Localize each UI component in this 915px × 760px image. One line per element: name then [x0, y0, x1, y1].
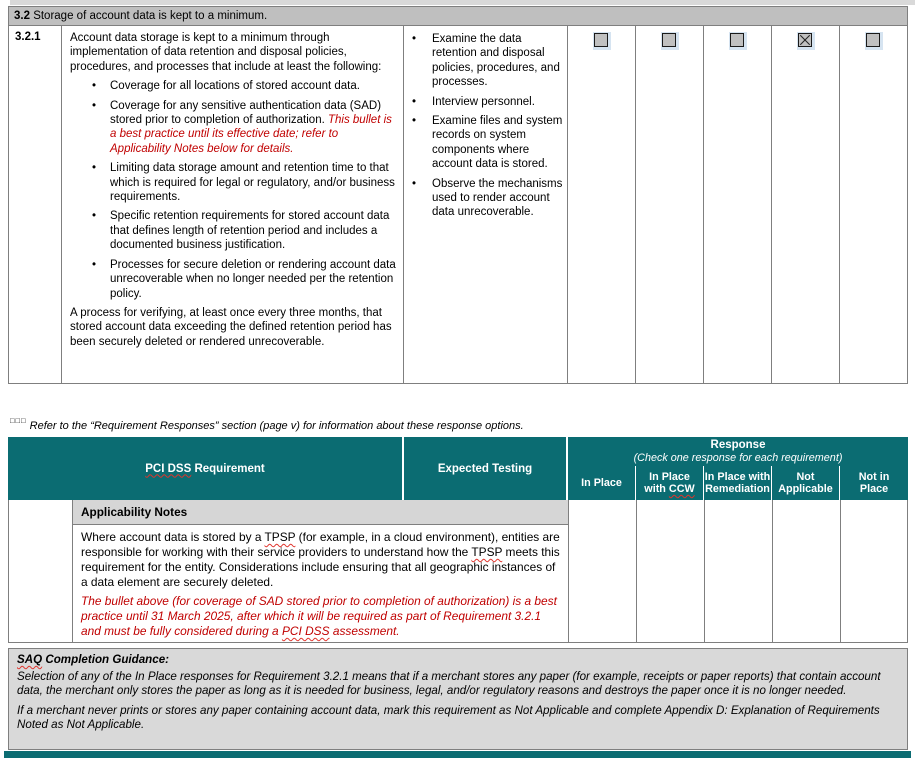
response-cell-not-applicable: [772, 26, 840, 383]
checkbox-field-shading: [661, 32, 679, 50]
bullet-item: [70, 79, 397, 93]
requirement-id: 3.2.1: [9, 26, 62, 383]
column-header-pci-dss-requirement: [8, 437, 404, 500]
table-header-row: [8, 437, 908, 500]
bullet-marker-icon: [412, 177, 432, 220]
option-header-in-place: In Place: [568, 466, 636, 500]
checkbox-in-place[interactable]: [594, 33, 608, 47]
section-header-bar: [9, 7, 907, 26]
bullet-marker-icon: [412, 114, 432, 172]
bullet-marker-icon: [412, 95, 432, 109]
checkbox-field-shading: [797, 32, 815, 50]
bullet-marker-icon: [92, 79, 110, 93]
empty-id-cell: [9, 500, 73, 643]
requirement-table: [8, 6, 908, 384]
response-title: Response: [710, 439, 766, 451]
saq-guidance-paragraph-1: Selection of any of the In Place responses for Requirement 3.2.1 means that if a merchant stores any paper (for example, receipts or paper reports) that contain account data, the merchant only stores the paper as long as it is needed for business, legal, and/or regulatory reasons and destroys the paper once it is no longer needed.: [17, 669, 881, 698]
applicability-paragraph: Where account data is stored by a TPSP (for example, in a cloud environment), entities are responsible for working with their service providers to understand how the TPSP meets this requirement for the entity. Considerations include ensuring that all geographic instances of a data element are securely deleted.: [81, 530, 560, 589]
bullet-item: [70, 209, 397, 252]
response-subtitle: (Check one response for each requirement): [633, 452, 843, 464]
requirement-description: [62, 26, 404, 383]
applicability-red-paragraph: The bullet above (for coverage of SAD stored prior to completion of authorization) is a best practice until 31 March 2025, after which it will be required as part of Requirement 3.2.1 and must be fully considered during a PCI DSS assessment.: [81, 594, 557, 638]
empty-response-cell-not-applicable: [773, 500, 841, 643]
empty-response-cell-in-place-with-remediation: [705, 500, 773, 643]
option-header-not-applicable: Not Applicable: [772, 466, 840, 500]
saq-completion-guidance: [8, 648, 908, 750]
section-title: Storage of account data is kept to a minimum.: [30, 10, 268, 22]
bullet-marker-icon: [92, 209, 110, 252]
bullet-item: [70, 161, 397, 204]
response-cell-not-in-place: [840, 26, 907, 383]
requirement-intro: Account data storage is kept to a minimum through implementation of data retention and disposal policies, procedures, and processes that include at least the following:: [70, 32, 382, 73]
applicability-notes-cell: [73, 500, 569, 643]
page-footer-bar: [4, 751, 911, 758]
bullet-item: [70, 258, 397, 301]
testing-item: [408, 114, 563, 172]
applicability-notes-body: [73, 525, 568, 639]
testing-text: Interview personnel.: [432, 95, 535, 108]
footnote-squares-icon: □□□: [10, 416, 27, 425]
requirement-row: [9, 26, 907, 383]
empty-response-cell-in-place-with-ccw: [637, 500, 705, 643]
footnote-text: Refer to the “Requirement Responses” section (page v) for information about these response options.: [29, 420, 524, 432]
saq-guidance-paragraph-2: If a merchant never prints or stores any paper containing account data, mark this requirement as Not Applicable and complete Appendix D: Explanation of Requirements Noted as Not Applicable.: [17, 703, 880, 732]
requirement-bullet-list: [70, 79, 397, 301]
response-cell-in-place-with-remediation: [704, 26, 772, 383]
response-options-footnote: [10, 416, 890, 432]
checkbox-in-place-with-remediation[interactable]: [730, 33, 744, 47]
testing-item: [408, 95, 563, 109]
response-group-title: [568, 437, 908, 466]
response-option-headers: [568, 466, 908, 500]
bullet-marker-icon: [92, 258, 110, 301]
applicability-notes-title: Applicability Notes: [73, 500, 568, 525]
bullet-text: Limiting data storage amount and retention time to that which is required for legal or regulatory, and/or business requirements.: [110, 162, 395, 204]
header-text: Requirement: [191, 462, 265, 475]
column-header-expected-testing: Expected Testing: [404, 437, 568, 500]
expected-testing-cell: [404, 26, 568, 383]
header-wavy-text: PCI DSS: [145, 462, 192, 475]
testing-item: [408, 177, 563, 220]
option-header-in-place-with-remediation: In Place with Remediation: [704, 466, 772, 500]
checkbox-not-applicable[interactable]: [798, 33, 812, 47]
column-header-response-group: [568, 437, 908, 500]
bullet-text: Coverage for all locations of stored account data.: [110, 80, 360, 93]
applicability-notes-row: [8, 500, 908, 643]
bullet-text: Processes for secure deletion or rendering account data unrecoverable when no longer needed per the retention policy.: [110, 258, 396, 300]
testing-text: Observe the mechanisms used to render account data unrecoverable.: [432, 177, 563, 219]
bullet-marker-icon: [412, 32, 432, 90]
saq-guidance-title: SAQ Completion Guidance:: [17, 653, 170, 666]
checkbox-not-in-place[interactable]: [866, 33, 880, 47]
section-number: 3.2: [14, 10, 30, 22]
response-cell-in-place-with-ccw: [636, 26, 704, 383]
checkbox-in-place-with-ccw[interactable]: [662, 33, 676, 47]
option-header-not-in-place: Not in Place: [858, 470, 890, 495]
requirement-closing: A process for verifying, at least once every three months, that stored account data exceeding the defined retention period has been securely deleted or rendered unrecoverable.: [70, 306, 392, 348]
page-top-strip: [10, 0, 915, 5]
bullet-text: Coverage for any sensitive authentication data (SAD) stored prior to completion of authorization. This bullet is a best practice until its effective date; refer to Applicability Notes below for details.: [110, 99, 392, 155]
testing-text: Examine the data retention and disposal policies, procedures, and processes.: [432, 33, 560, 89]
bullet-marker-icon: [92, 161, 110, 204]
testing-bullet-list: [408, 32, 563, 220]
checkbox-field-shading: [865, 32, 883, 50]
checkbox-x-mark-icon: [799, 34, 811, 46]
response-cell-in-place: [568, 26, 636, 383]
bullet-red-note: This bullet is a best practice until its effective date; refer to Applicability Notes below for details.: [110, 114, 392, 155]
empty-response-cell-in-place: [569, 500, 637, 643]
bullet-text: Specific retention requirements for stored account data that defines length of retention period and includes a documented business justification.: [110, 210, 390, 252]
bullet-marker-icon: [92, 99, 110, 157]
bullet-item: [70, 99, 397, 157]
checkbox-field-shading: [729, 32, 747, 50]
applicability-table: [8, 437, 908, 643]
empty-response-cell-not-in-place: [841, 500, 909, 643]
testing-text: Examine files and system records on system components where account data is stored.: [432, 115, 563, 171]
checkbox-field-shading: [593, 32, 611, 50]
testing-item: [408, 32, 563, 90]
option-header-in-place-with-ccw: In Place with CCW: [636, 466, 704, 500]
